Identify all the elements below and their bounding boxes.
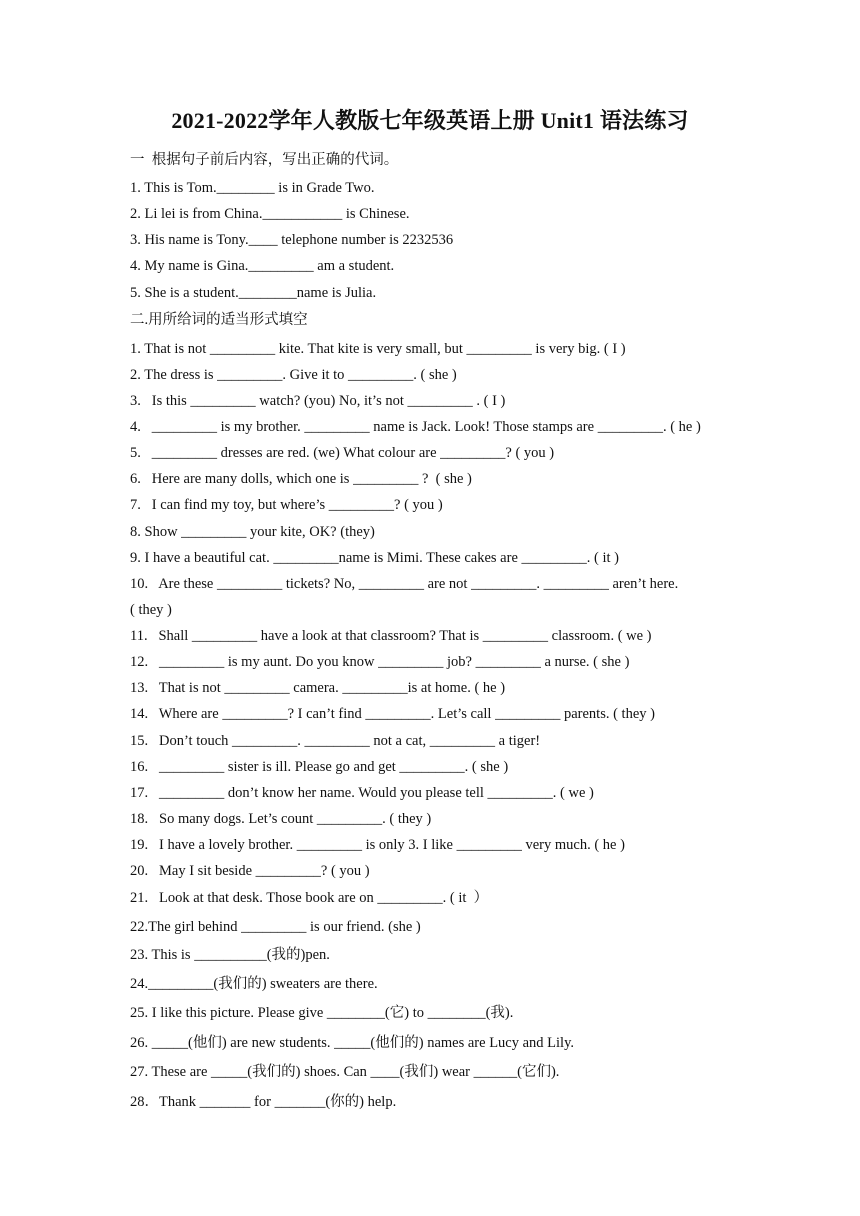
- section-1-item: 3. His name is Tony.____ telephone number is 2232536: [130, 232, 454, 248]
- section-2-item: 27. These are _____(我们的) shoes. Can ____(我们) wear ______(它们).: [130, 1064, 560, 1080]
- section-1-item: 5. She is a student.________name is Julia.: [130, 285, 377, 301]
- section-2-item: 14. Where are _________? I can’t find _________. Let’s call _________ parents. ( they ): [130, 706, 655, 722]
- section-2-item: 5. _________ dresses are red. (we) What colour are _________? ( you ): [130, 445, 555, 461]
- section-2-item: 24._________(我们的) sweaters are there.: [130, 976, 378, 992]
- section-1-item: 2. Li lei is from China.___________ is Chinese.: [130, 206, 410, 222]
- section-2-item: 28．Thank _______ for _______(你的) help.: [130, 1094, 397, 1110]
- section-2-item: 15. Don’t touch _________. _________ not a cat, _________ a tiger!: [130, 733, 541, 749]
- section-2-item: 4. _________ is my brother. _________ name is Jack. Look! Those stamps are _________. ( he ): [130, 419, 701, 435]
- section-2-item: 17. _________ don’t know her name. Would you please tell _________. ( we ): [130, 785, 594, 801]
- section-2-item: 3. Is this _________ watch? (you) No, it’s not _________ . ( I ): [130, 393, 506, 409]
- section-2-item-continuation: ( they ): [130, 602, 172, 618]
- section-2-item: 7. I can find my toy, but where’s _________? ( you ): [130, 497, 443, 513]
- section-1-item: 4. My name is Gina._________ am a student.: [130, 258, 395, 274]
- section-2-item: 23. This is __________(我的)pen.: [130, 947, 330, 963]
- section-2-item: 19. I have a lovely brother. _________ is only 3. I like _________ very much. ( he ): [130, 837, 625, 853]
- section-2-item: 9. I have a beautiful cat. _________name is Mimi. These cakes are _________. ( it ): [130, 550, 619, 566]
- section-2-item: 11. Shall _________ have a look at that classroom? That is _________ classroom. ( we ): [130, 628, 652, 644]
- section-1-item: 1. This is Tom.________ is in Grade Two.: [130, 180, 375, 196]
- section-1-heading: 一 根据句子前后内容，写出正确的代词。: [130, 152, 399, 168]
- section-2-item: 13. That is not _________ camera. _________is at home. ( he ): [130, 680, 506, 696]
- section-2-item: 20. May I sit beside _________? ( you ): [130, 863, 370, 879]
- section-2-item: 12. _________ is my aunt. Do you know _________ job? _________ a nurse. ( she ): [130, 654, 630, 670]
- document-title: 2021-2022学年人教版七年级英语上册 Unit1 语法练习: [171, 108, 689, 133]
- section-2-item: 26. _____(他们) are new students. _____(他们的) names are Lucy and Lily.: [130, 1035, 575, 1051]
- section-2-item: 22.The girl behind _________ is our friend. (she ): [130, 919, 421, 935]
- section-2-item: 2. The dress is _________. Give it to _________. ( she ): [130, 367, 457, 383]
- section-2-item: 6. Here are many dolls, which one is _________ ? ( she ): [130, 471, 472, 487]
- section-2-item: 18. So many dogs. Let’s count _________. ( they ): [130, 811, 432, 827]
- section-2-heading: 二.用所给词的适当形式填空: [130, 312, 308, 328]
- section-2-item: 21. Look at that desk. Those book are on _________. ( it ）: [130, 890, 489, 906]
- section-2-item: 10. Are these _________ tickets? No, _________ are not _________. _________ aren’t here.: [130, 576, 679, 592]
- section-2-item: 25. I like this picture. Please give ________(它) to ________(我).: [130, 1005, 514, 1021]
- section-2-item: 1. That is not _________ kite. That kite is very small, but _________ is very big. ( I ): [130, 341, 626, 357]
- section-2-item: 8. Show _________ your kite, OK? (they): [130, 524, 375, 540]
- section-2-item: 16. _________ sister is ill. Please go and get _________. ( she ): [130, 759, 509, 775]
